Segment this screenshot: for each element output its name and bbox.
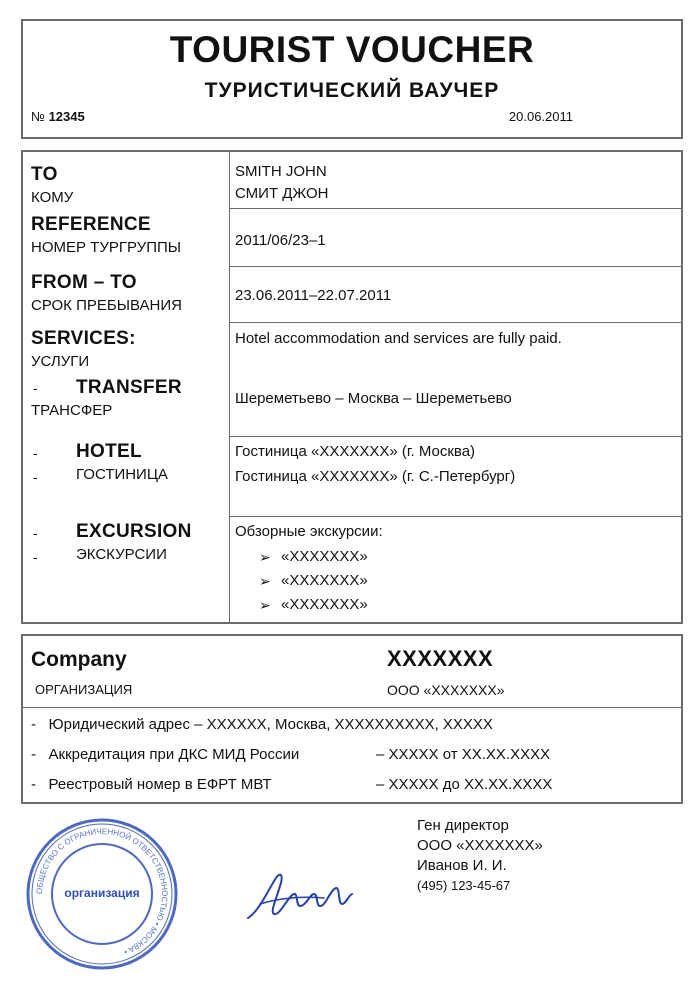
hotel-label-ru: ГОСТИНИЦА — [76, 466, 168, 483]
transfer-label: TRANSFER — [76, 377, 182, 398]
voucher-number-prefix: № — [31, 109, 45, 124]
excursion-item: «XXXXXXX» — [281, 572, 368, 589]
transfer-value: Шереметьево – Москва – Шереметьево — [235, 390, 512, 407]
row-divider — [229, 516, 681, 517]
to-value-ru: СМИТ ДЖОН — [235, 185, 329, 202]
excursion-intro: Обзорные экскурсии: — [235, 523, 383, 540]
company-block — [21, 634, 683, 804]
address-text: Юридический адрес – XXXXXX, Москва, XXXXXXXXXX, XXXXX — [48, 716, 493, 733]
hotel-label: HOTEL — [76, 441, 142, 462]
services-label-ru: УСЛУГИ — [31, 353, 90, 370]
accreditation-row — [31, 746, 299, 763]
hotel-dash: - — [33, 445, 38, 461]
company-org: ООО «XXXXXXX» — [387, 682, 505, 698]
to-label-ru: КОМУ — [31, 189, 74, 206]
row-divider — [229, 436, 681, 437]
voucher-number — [31, 109, 85, 124]
from-to-label-ru: СРОК ПРЕБЫВАНИЯ — [31, 297, 182, 314]
voucher-number-value: 12345 — [48, 109, 85, 124]
excursion-item: «XXXXXXX» — [281, 548, 368, 565]
signatory-position: Ген директор — [417, 817, 509, 834]
accreditation-label: Аккредитация при ДКС МИД России — [48, 746, 300, 763]
registry-label: Реестровый номер в ЕФРТ МВТ — [48, 776, 272, 793]
voucher-header — [21, 19, 683, 139]
hotel-value-1: Гостиница «XXXXXXX» (г. Москва) — [235, 443, 476, 460]
title-english: TOURIST VOUCHER — [169, 29, 535, 70]
excursion-item: «XXXXXXX» — [281, 596, 368, 613]
voucher-date: 20.06.2011 — [508, 109, 573, 124]
company-name: XXXXXXX — [387, 646, 494, 671]
row-divider — [229, 322, 681, 323]
services-value: Hotel accommodation and services are fully paid. — [235, 330, 562, 347]
transfer-label-ru: ТРАНСФЕР — [31, 402, 113, 419]
title-russian: ТУРИСТИЧЕСКИЙ ВАУЧЕР — [204, 79, 500, 102]
to-label: TO — [31, 164, 58, 185]
reference-label-ru: НОМЕР ТУРГРУППЫ — [31, 239, 182, 256]
handwritten-signature — [240, 860, 360, 930]
registry-row — [31, 776, 272, 793]
reference-label: REFERENCE — [31, 214, 151, 235]
company-label: Company — [31, 648, 127, 671]
stamp-ring-text: ОБЩЕСТВО С ОГРАНИЧЕННОЙ ОТВЕТСТВЕННОСТЬЮ • МОСКВА • — [34, 826, 170, 957]
voucher-details — [21, 150, 683, 624]
accreditation-value: – XXXXX от XX.XX.XXXX — [376, 746, 551, 763]
excursion-label: EXCURSION — [76, 521, 192, 542]
hotel-value-2: Гостиница «XXXXXXX» (г. С.-Петербург) — [235, 468, 516, 485]
row-dash: - — [31, 716, 36, 733]
excursion-dash: - — [33, 525, 38, 541]
column-divider — [229, 152, 230, 622]
excursion-label-ru: ЭКСКУРСИИ — [76, 546, 167, 563]
company-label-ru: ОРГАНИЗАЦИЯ — [35, 682, 133, 697]
hotel-dash-ru: - — [33, 469, 38, 485]
registry-value: – XXXXX до XX.XX.XXXX — [376, 776, 553, 793]
row-dash: - — [31, 746, 36, 763]
signatory-phone: (495) 123-45-67 — [417, 878, 511, 893]
company-divider — [23, 707, 681, 708]
row-divider — [229, 208, 681, 209]
from-to-label: FROM – TO — [31, 272, 137, 293]
signatory-name: Иванов И. И. — [417, 857, 507, 874]
services-label: SERVICES: — [31, 328, 136, 349]
bullet-arrow-icon: ➢ — [259, 549, 271, 565]
row-dash: - — [31, 776, 36, 793]
transfer-dash: - — [33, 380, 38, 396]
excursion-dash-ru: - — [33, 549, 38, 565]
bullet-arrow-icon: ➢ — [259, 597, 271, 613]
reference-value: 2011/06/23–1 — [235, 232, 326, 249]
address-row — [31, 716, 493, 733]
from-to-value: 23.06.2011–22.07.2011 — [235, 287, 392, 304]
bullet-arrow-icon: ➢ — [259, 573, 271, 589]
signatory-org: ООО «XXXXXXX» — [417, 837, 543, 854]
company-stamp — [22, 814, 182, 974]
stamp-center-text: организация — [64, 886, 140, 900]
to-value: SMITH JOHN — [235, 163, 327, 180]
row-divider — [229, 266, 681, 267]
